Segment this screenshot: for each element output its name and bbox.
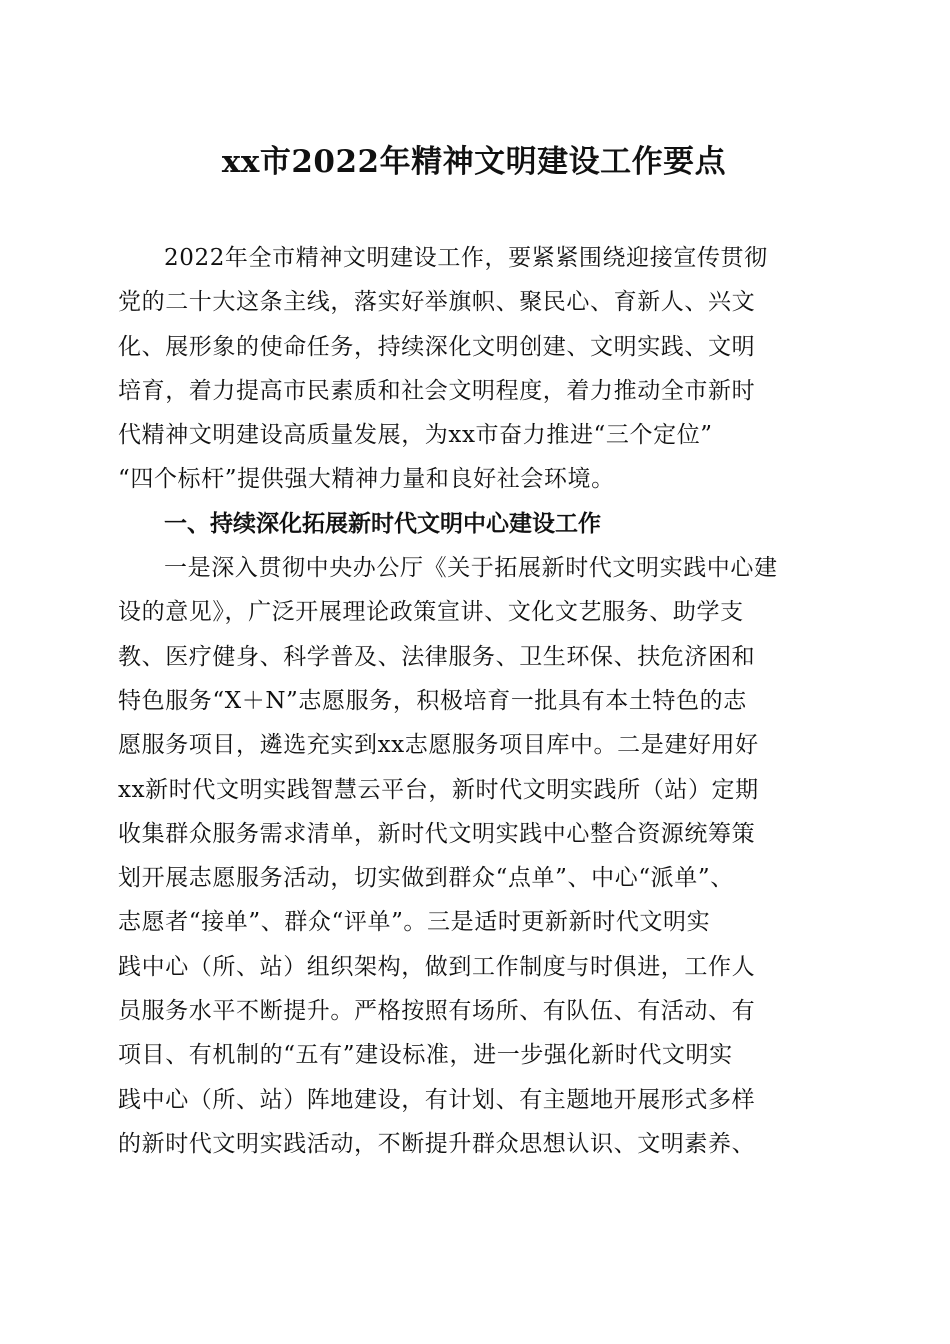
section-line: 设的意见》，广泛开展理论政策宣讲、文化文艺服务、助学支 (118, 599, 744, 626)
intro-line: 2022年全市精神文明建设工作，要紧紧围绕迎接宣传贯彻 (164, 245, 768, 271)
section-line: 收集群众服务需求清单，新时代文明实践中心整合资源统筹策 (118, 820, 756, 847)
section-line: 划开展志愿服务活动，切实做到群众“点单”、中心“派单”、 (118, 865, 734, 892)
section-line: 员服务水平不断提升。严格按照有场所、有队伍、有活动、有 (118, 998, 756, 1025)
section-line: 项目、有机制的“五有”建设标准，进一步强化新时代文明实 (118, 1042, 733, 1069)
intro-paragraph (118, 236, 830, 502)
section-line: 特色服务“X＋N”志愿服务，积极培育一批具有本土特色的志 (118, 687, 747, 714)
intro-line: 培育，着力提高市民素质和社会文明程度，着力推动全市新时 (118, 377, 756, 404)
section-heading: 一、持续深化拓展新时代文明中心建设工作 (164, 510, 601, 537)
intro-line: 代精神文明建设高质量发展，为xx市奋力推进“三个定位” (118, 422, 713, 449)
section-line: 的新时代文明实践活动，不断提升群众思想认识、文明素养、 (118, 1130, 756, 1157)
document-title: xx市2022年精神文明建设工作要点 (221, 144, 727, 180)
section-line: 愿服务项目，遴选充实到xx志愿服务项目库中。二是建好用好 (118, 732, 759, 759)
section-line: 志愿者“接单”、群众“评单”。三是适时更新新时代文明实 (118, 909, 711, 936)
section-line: 践中心（所、站）阵地建设，有计划、有主题地开展形式多样 (118, 1086, 756, 1113)
intro-line: “四个标杆”提供强大精神力量和良好社会环境。 (118, 466, 615, 493)
document-page (118, 132, 830, 1166)
intro-line: 党的二十大这条主线，落实好举旗帜、聚民心、育新人、兴文 (118, 289, 756, 316)
section-line: 一是深入贯彻中央办公厅《关于拓展新时代文明实践中心建 (164, 555, 778, 582)
section-line: 践中心（所、站）组织架构，做到工作制度与时俱进，工作人 (118, 953, 756, 980)
intro-line: 化、展形象的使命任务，持续深化文明创建、文明实践、文明 (118, 333, 756, 360)
section-line: xx新时代文明实践智慧云平台，新时代文明实践所（站）定期 (118, 776, 759, 803)
section-line: 教、医疗健身、科学普及、法律服务、卫生环保、扶危济困和 (118, 643, 756, 670)
section-paragraph (118, 546, 830, 1166)
